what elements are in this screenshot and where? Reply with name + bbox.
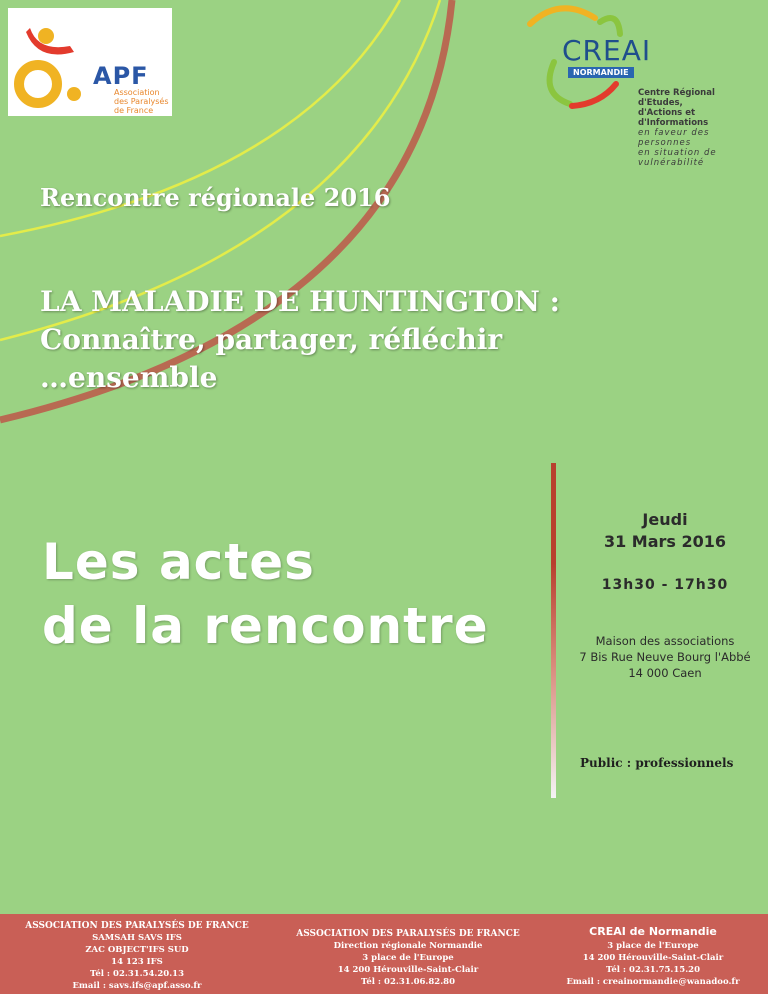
footer-email: Email : savs.ifs@apf.asso.fr [72, 981, 202, 991]
footer-line: Tél : 02.31.75.15.20 [605, 965, 701, 975]
footer-contacts [0, 914, 768, 994]
footer-contact-apf-samsah [22, 920, 252, 992]
creai-desc-line: en situation de vulnérabilité [638, 148, 717, 168]
title-line: LA MALADIE DE HUNTINGTON : [40, 285, 560, 318]
event-venue [565, 633, 765, 681]
creai-name: CREAI [562, 34, 652, 67]
venue-name: Maison des associations [595, 634, 735, 648]
apf-logo [8, 8, 172, 116]
event-date: 31 Mars 2016 [603, 532, 727, 551]
event-day: Jeudi [642, 510, 688, 529]
title-line: Connaître, partager, réfléchir [40, 323, 503, 356]
footer-line: Tél : 02.31.06.82.80 [360, 977, 456, 987]
footer-line: 3 place de l'Europe [362, 953, 454, 963]
footer-contact-creai [548, 926, 758, 988]
footer-heading: CREAI de Normandie [589, 925, 717, 938]
event-info [565, 510, 765, 681]
creai-desc-line: d'Actions et d'Informations [638, 108, 709, 128]
event-title [40, 283, 560, 397]
document-type-line: de la rencontre [42, 597, 489, 655]
footer-line: 14 123 IFS [111, 957, 163, 967]
creai-logo [520, 4, 760, 168]
footer-line: Direction régionale Normandie [333, 941, 483, 951]
event-audience: Public : professionnels [580, 756, 734, 770]
footer-heading: ASSOCIATION DES PARALYSÉS DE FRANCE [25, 921, 249, 931]
footer-line: SAMSAH SAVS IFS [92, 933, 182, 943]
footer-line: ZAC OBJECT'IFS SUD [85, 945, 189, 955]
title-line: …ensemble [40, 361, 218, 394]
venue-city: 14 000 Caen [628, 666, 702, 680]
event-type: Rencontre régionale 2016 [40, 183, 391, 212]
venue-street: 7 Bis Rue Neuve Bourg l'Abbé [579, 650, 751, 664]
creai-region-badge: NORMANDIE [568, 67, 634, 78]
document-type-heading [42, 530, 489, 658]
footer-line: 14 200 Hérouville-Saint-Clair [337, 965, 479, 975]
creai-desc-line: en faveur des personnes [638, 128, 710, 148]
creai-description [638, 88, 760, 168]
document-type-line: Les actes [42, 533, 315, 591]
vertical-divider [551, 463, 556, 798]
footer-line: 14 200 Hérouville-Saint-Clair [582, 953, 724, 963]
footer-email: Email : creainormandie@wanadoo.fr [566, 977, 740, 987]
apf-name: APF [93, 62, 149, 90]
event-time: 13h30 - 17h30 [601, 577, 729, 593]
footer-contact-apf-direction [283, 928, 533, 988]
creai-desc-line: Centre Régional d'Etudes, [638, 88, 715, 108]
apf-subtitle: Association des Paralysés de France [114, 88, 169, 115]
footer-line: 3 place de l'Europe [607, 941, 699, 951]
footer-heading: ASSOCIATION DES PARALYSÉS DE FRANCE [296, 929, 520, 939]
footer-line: Tél : 02.31.54.20.13 [89, 969, 185, 979]
